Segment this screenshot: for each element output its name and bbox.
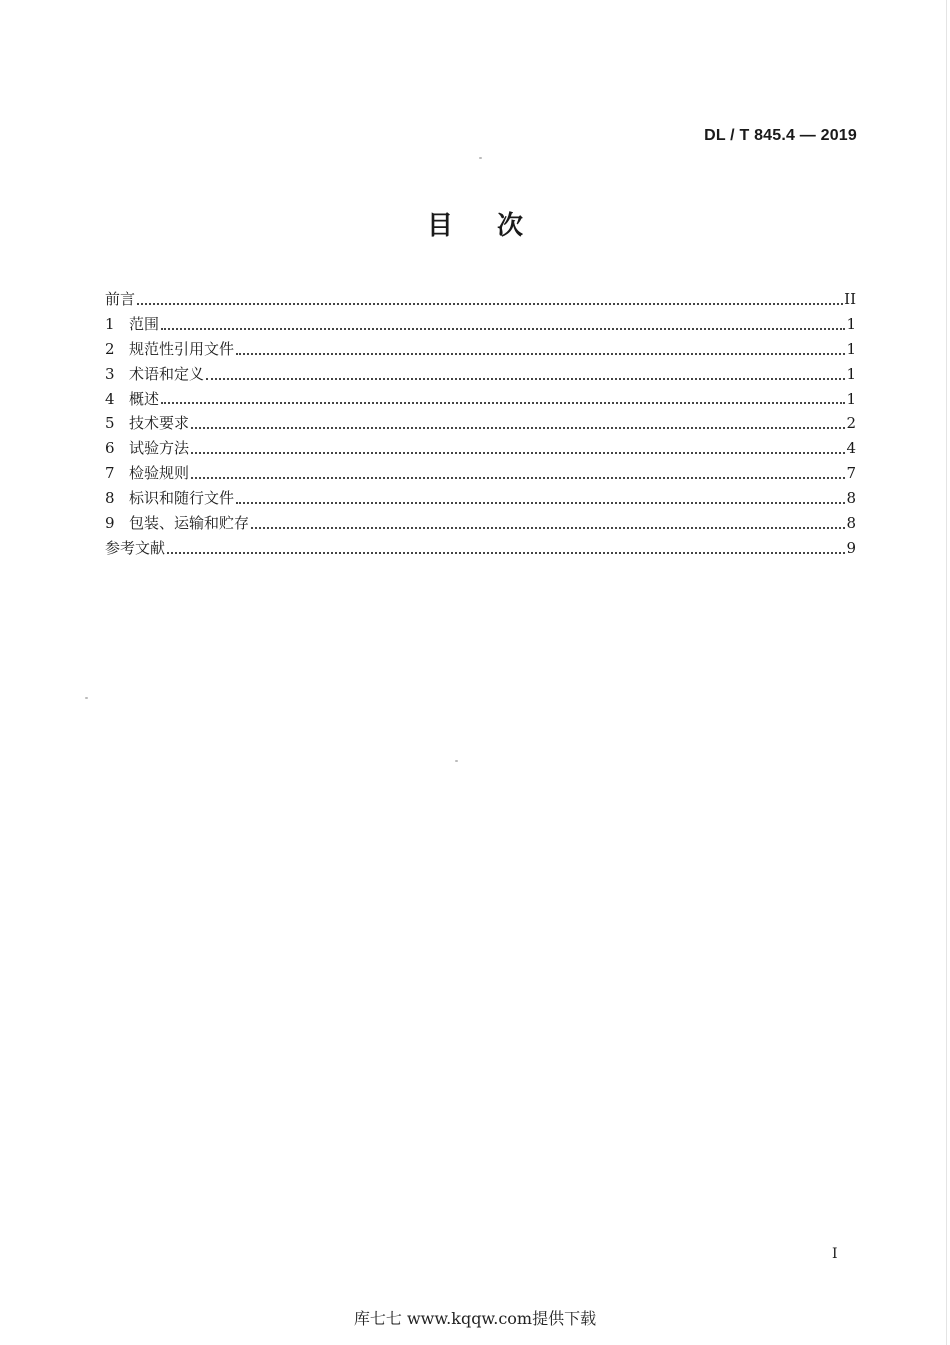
toc-entry-number: 4 bbox=[105, 389, 115, 408]
toc-entry-page: 8 bbox=[846, 514, 856, 533]
toc-entry-6[interactable] bbox=[105, 436, 856, 461]
dot-leader bbox=[191, 452, 845, 454]
dot-leader bbox=[191, 427, 845, 429]
toc-entry-label: 包装、运输和贮存 bbox=[129, 514, 250, 533]
toc-entry-page: 1 bbox=[846, 314, 856, 333]
download-watermark: 库七七 www.kqqw.com提供下载 bbox=[353, 1309, 597, 1328]
scan-speck bbox=[479, 157, 482, 159]
dot-leader bbox=[161, 328, 845, 330]
toc-entry-page: 8 bbox=[846, 489, 856, 508]
toc-entry-number: 6 bbox=[105, 439, 115, 458]
toc-entry-page: 1 bbox=[846, 339, 856, 358]
toc-entry-5[interactable] bbox=[105, 411, 856, 436]
toc-entry-page: II bbox=[844, 290, 856, 308]
toc-entry-label: 试验方法 bbox=[129, 439, 190, 458]
toc-entry-page: 1 bbox=[846, 389, 856, 408]
dot-leader bbox=[191, 477, 845, 479]
toc-entry-number: 1 bbox=[105, 314, 115, 333]
scan-speck bbox=[455, 760, 458, 762]
toc-entry-page: 2 bbox=[846, 414, 856, 433]
page-number: I bbox=[832, 1246, 838, 1262]
dot-leader bbox=[161, 402, 845, 404]
toc-entry-page: 7 bbox=[846, 464, 856, 483]
toc-entry-number: 8 bbox=[105, 489, 115, 508]
toc-entry-1[interactable] bbox=[105, 312, 856, 337]
toc-entry-8[interactable] bbox=[105, 486, 856, 511]
toc-entry-foreword[interactable] bbox=[105, 287, 856, 312]
page-title: 目次 bbox=[426, 211, 567, 241]
toc-entry-4[interactable] bbox=[105, 387, 856, 412]
toc-entry-label: 概述 bbox=[129, 389, 160, 408]
dot-leader bbox=[236, 502, 845, 504]
dot-leader bbox=[206, 378, 845, 380]
toc-entry-label: 前言 bbox=[105, 290, 136, 308]
toc-entry-2[interactable] bbox=[105, 337, 856, 362]
toc-entry-label: 术语和定义 bbox=[129, 364, 205, 383]
toc-entry-page: 9 bbox=[846, 538, 856, 557]
scan-edge-line bbox=[946, 0, 947, 1345]
toc-entry-label: 技术要求 bbox=[129, 414, 190, 433]
toc-entry-9[interactable] bbox=[105, 511, 856, 536]
toc-entry-number: 3 bbox=[105, 364, 115, 383]
toc-entry-number: 7 bbox=[105, 464, 115, 483]
dot-leader bbox=[236, 353, 845, 355]
dot-leader bbox=[251, 527, 845, 529]
dot-leader bbox=[167, 552, 845, 554]
toc-entry-7[interactable] bbox=[105, 461, 856, 486]
scan-speck bbox=[85, 697, 88, 699]
toc-entry-label: 检验规则 bbox=[129, 464, 190, 483]
standard-number: DL / T 845.4 — 2019 bbox=[704, 127, 857, 144]
toc-entry-label: 参考文献 bbox=[105, 538, 166, 557]
toc-entry-3[interactable] bbox=[105, 362, 856, 387]
toc-entry-number: 2 bbox=[105, 339, 115, 358]
dot-leader bbox=[137, 303, 843, 305]
table-of-contents bbox=[105, 287, 856, 561]
toc-entry-bibliography[interactable] bbox=[105, 536, 856, 561]
toc-entry-label: 范围 bbox=[129, 314, 160, 333]
toc-entry-page: 1 bbox=[846, 364, 856, 383]
toc-entry-page: 4 bbox=[846, 439, 856, 458]
toc-entry-number: 5 bbox=[105, 414, 115, 433]
toc-entry-number: 9 bbox=[105, 514, 115, 533]
toc-entry-label: 标识和随行文件 bbox=[129, 489, 235, 508]
toc-entry-label: 规范性引用文件 bbox=[129, 339, 235, 358]
